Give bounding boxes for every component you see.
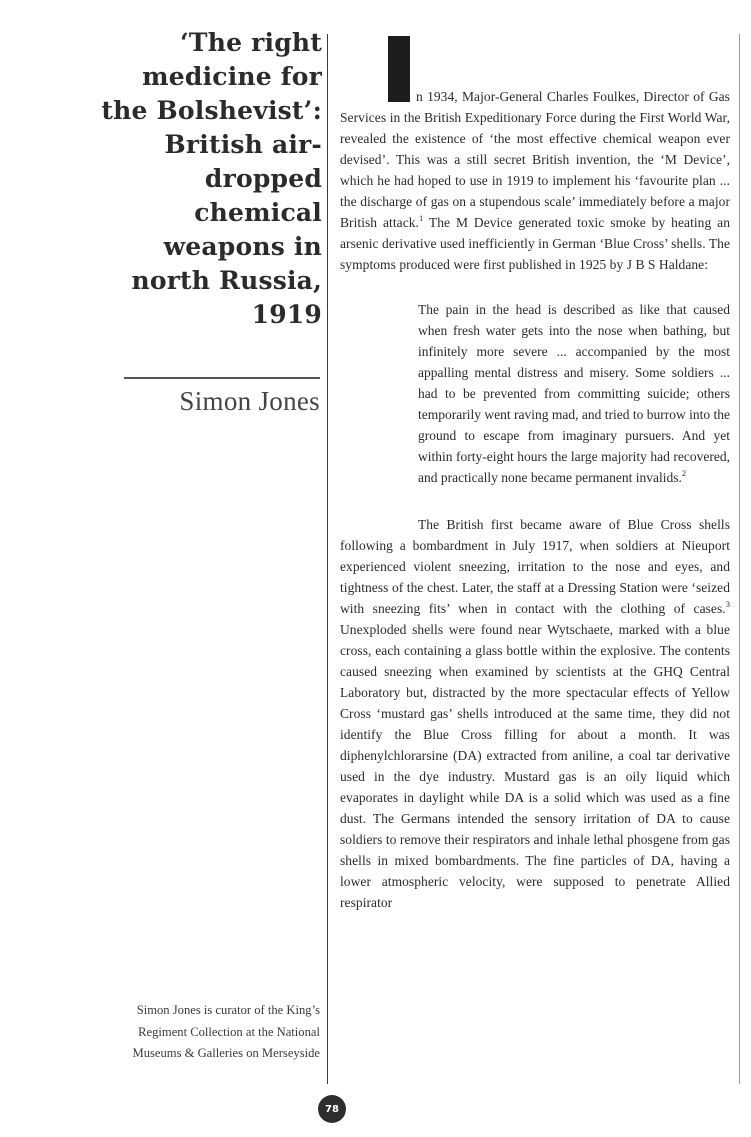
article-body xyxy=(340,86,730,913)
footnote-ref-3: 3 xyxy=(725,599,730,609)
column-divider-left xyxy=(327,34,328,1084)
paragraph-1-tail: The M Device generated toxic smoke by heating an arsenic derivative used inefficiently in German ‘Blue Cross’ shells. The symptoms produced were first published in 1925 by J B S Haldane: xyxy=(340,215,731,272)
block-quote xyxy=(418,299,730,488)
footnote-ref-2: 2 xyxy=(681,468,687,478)
title-block xyxy=(100,26,322,332)
paragraph-2-tail: Unexploded shells were found near Wytschaete, marked with a blue cross, each containing a glass bottle within the explosive. The contents caused sneezing when examined by scientists at the GHQ Central Laboratory but, distracted by the more spectacular effects of Yellow Cross ‘mustard gas’ shells introduced at the same time, they did not identify the Blue Cross filling for about a month. It was diphenylchlorarsine (DA) extracted from aniline, a coal tar derivative used in the dye industry. Mustard gas is an oily liquid which evaporates in daylight while DA is a solid which was used as a fine dust. The Germans intended the sensory irritation of DA to cause soldiers to remove their respirators and inhale lethal phosgene from gas shells in mixed bombardments. The fine particles of DA, having a lower atmospheric velocity, were supposed to penetrate Allied respirator xyxy=(340,622,730,910)
footnote-ref-1: 1 xyxy=(418,213,424,223)
article-title: ‘The right medicine for the Bolshevist’: British air-dropped chemical weapons in north Russia, 1919 xyxy=(101,28,322,329)
page-number-badge: 78 xyxy=(318,1095,346,1123)
column-divider-right xyxy=(739,34,740,1084)
title-divider xyxy=(124,377,320,379)
paragraph-2-text: The British first became aware of Blue Cross shells following a bombardment in July 1917, when soldiers at Nieuport experienced violent sneezing, irritation to the nose and eyes, and tightness of the chest. Later, the staff at a Dressing Station were ‘seized with sneezing fits’ when in contact with the clothing of cases. xyxy=(340,517,730,616)
paragraph-2 xyxy=(340,514,730,913)
author-name: Simon Jones xyxy=(179,386,320,416)
author-bio: Simon Jones is curator of the King’s Regiment Collection at the National Museums & Galleries on Merseyside xyxy=(132,1003,320,1060)
paragraph-1 xyxy=(340,86,730,275)
paragraph-1-text: n 1934, Major-General Charles Foulkes, Director of Gas Services in the British Expeditionary Force during the First World War, revealed the existence of ‘the most effective chemical weapon ever devised’. This was a still secret British invention, the ‘M Device’, which he had hoped to use in 1919 to implement his ‘favourite plan ... the discharge of gas on a stupendous scale’ immediately before a major British attack. xyxy=(340,89,730,230)
block-quote-text: The pain in the head is described as like that caused when fresh water gets into the nose when bathing, but infinitely more severe ... accompanied by the most appalling mental distress and misery. Some soldiers ... had to be prevented from committing suicide; others temporarily went raving mad, and tried to burrow into the ground to escape from imaginary pursuers. And yet within forty-eight hours the large majority had recovered, and practically none became permanent invalids. xyxy=(418,302,730,485)
